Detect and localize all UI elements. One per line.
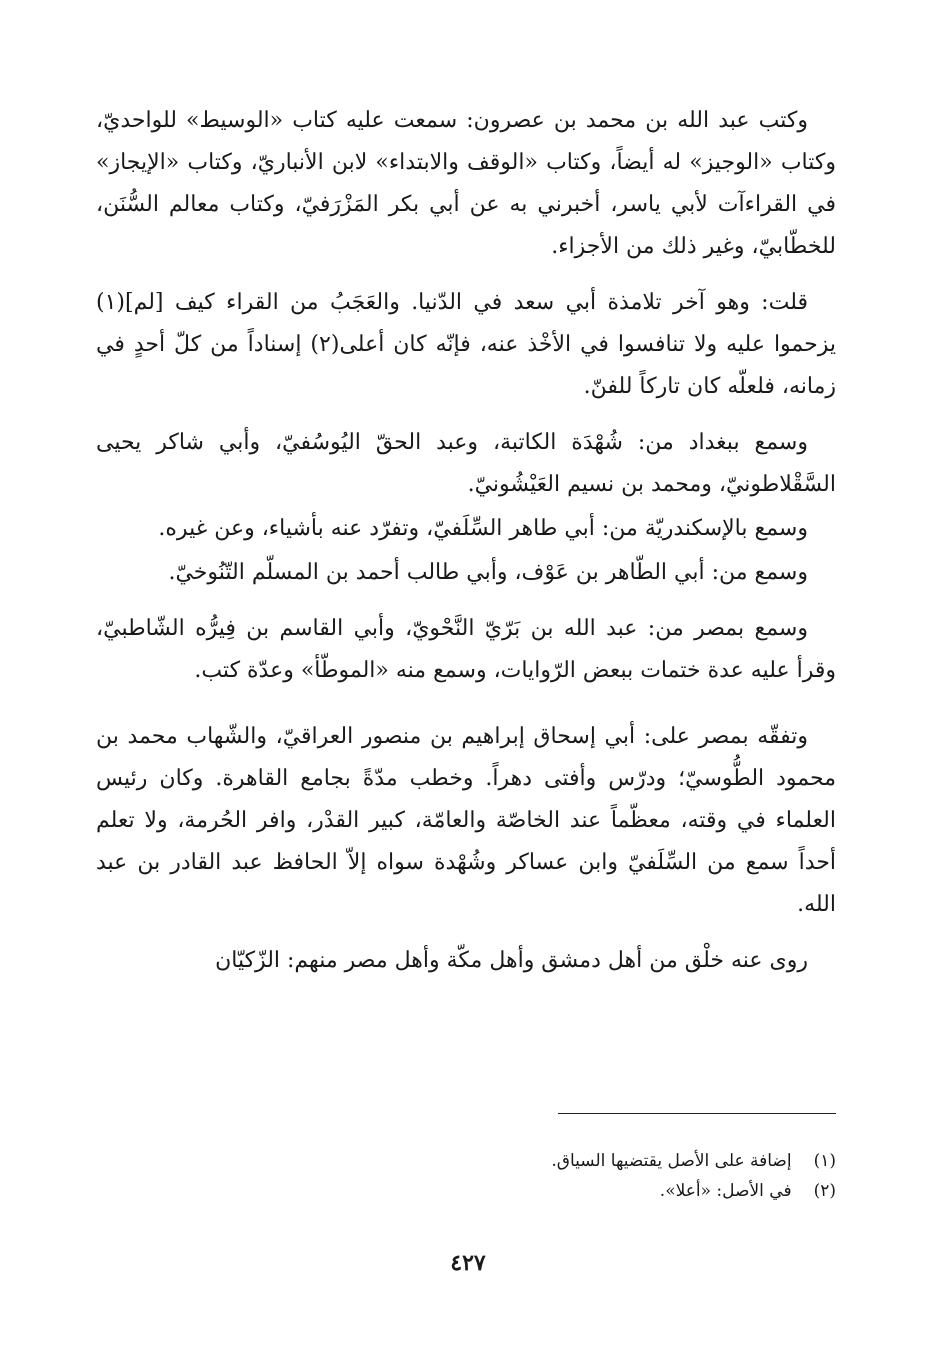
paragraph-5: وسمع من: أبي الطّاهر بن عَوْف، وأبي طالب أحمد بن المسلّم التّنُوخيّ.	[168, 560, 808, 585]
footnotes	[96, 1146, 836, 1206]
page-number: ٤٢٧	[450, 1250, 486, 1276]
paragraph-6: وسمع بمصر من: عبد الله بن بَرّيّ النَّحْويّ، وأبي القاسم بن فِيرُّه الشّاطبيّ، وقرأ عليه عدة ختمات ببعض الرّوايات، وسمع منه «الموطّأ» وعدّة كتب.	[96, 616, 836, 683]
paragraph-1: وكتب عبد الله بن محمد بن عصرون: سمعت عليه كتاب «الوسيط» للواحديّ، وكتاب «الوجيز» له أيضاً، وكتاب «الوقف والابتداء» لابن الأنباريّ، وكتاب «الإيجاز» في القراءآت لأبي ياسر، أخبرني به عن أبي بكر المَزْرَفيّ، وكتاب معالم السُّنَن، للخطّابيّ، وغير ذلك من الأجزاء.	[96, 108, 836, 259]
footnote-1	[96, 1146, 836, 1176]
footnote-text: في الأصل: «أعلا».	[659, 1181, 792, 1201]
paragraph-7: وتفقّه بمصر على: أبي إسحاق إبراهيم بن منصور العراقيّ، والشّهاب محمد بن محمود الطُّوسيّ؛ ودرّس وأفتى دهراً. وخطب مدّةً بجامع القاهرة. وكان رئيس العلماء في وقته، معظّماً عند الخاصّة والعامّة، كبير القدْر، وافر الحُرمة، ولا تعلم أحداً سمع من السِّلَفيّ وابن عساكر وشُهْدة سواه إلاّ الحافظ عبد القادر بن عبد الله.	[96, 724, 836, 917]
paragraph-4: وسمع بالإسكندريّة من: أبي طاهر السِّلَفيّ، وتفرّد عنه بأشياء، وعن غيره.	[158, 516, 808, 541]
paragraph-8: روى عنه خلْق من أهل دمشق وأهل مكّة وأهل مصر منهم: الزّكيّان	[215, 948, 808, 973]
footnote-number: (١)	[813, 1151, 836, 1171]
footnote-text: إضافة على الأصل يقتضيها السياق.	[551, 1151, 792, 1171]
paragraph-2: قلت: وهو آخر تلامذة أبي سعد في الدّنيا. والعَجَبُ من القراء كيف [لم](١) يزحموا عليه ولا تنافسوا في الأخْذ عنه، فإنّه كان أعلى(٢) إسناداً من كلّ أحدٍ في زمانه، فلعلّه كان تاركاً للفنّ.	[96, 290, 836, 399]
main-text	[96, 100, 836, 982]
footnote-number: (٢)	[813, 1181, 836, 1201]
footnote-2	[96, 1176, 836, 1206]
footnote-divider	[558, 1113, 836, 1114]
paragraph-3: وسمع ببغداد من: شُهْدَة الكاتبة، وعبد الحقّ اليُوسُفيّ، وأبي شاكر يحيى السَّقْلاطونيّ، ومحمد بن نسيم العَيْشُونيّ.	[96, 430, 836, 497]
